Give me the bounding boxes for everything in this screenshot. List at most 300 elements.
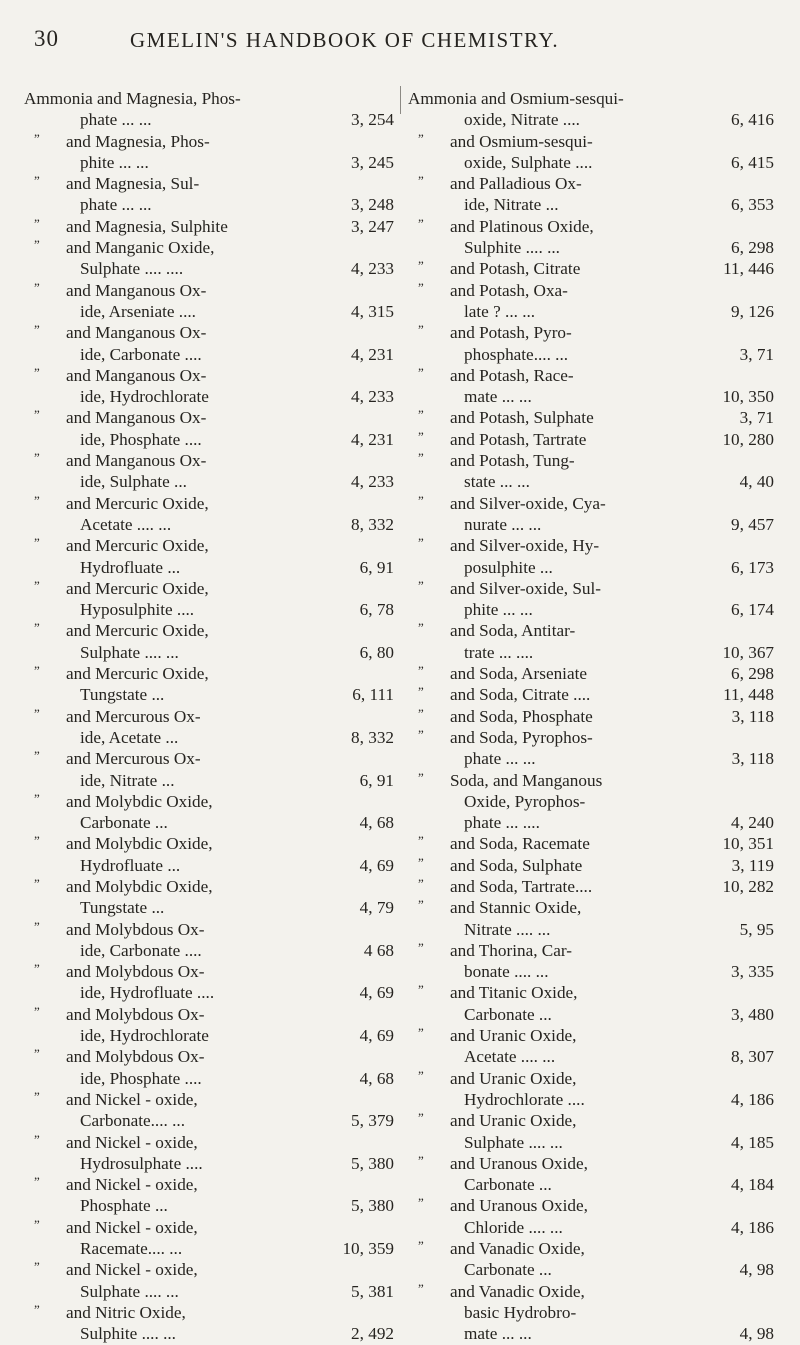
entry-text: and Manganic Oxide, [66, 238, 215, 258]
index-line [24, 471, 400, 492]
volume-page-ref: 4, 186 [731, 1217, 774, 1237]
ditto-mark: ” [34, 1259, 40, 1275]
volume-page-ref: 11, 448 [723, 685, 774, 705]
entry-text: phate ... .... [464, 813, 540, 833]
entry-text: and Mercuric Oxide, [66, 621, 209, 641]
index-line [24, 961, 400, 982]
index-line [408, 365, 780, 386]
index-line [408, 833, 780, 854]
index-line [408, 1238, 780, 1259]
index-line [408, 322, 780, 343]
index-line [24, 1004, 400, 1025]
volume-page-ref: 4, 231 [351, 344, 394, 364]
index-line [408, 1025, 780, 1046]
volume-page-ref: 6, 353 [731, 195, 774, 215]
entry-text: Chloride .... ... [464, 1217, 563, 1237]
volume-page-ref: 6, 174 [731, 600, 774, 620]
index-line [408, 940, 780, 961]
index-line [24, 642, 400, 663]
entry-text: and Palladious Ox- [450, 174, 582, 194]
entry-text: Ammonia and Magnesia, Phos- [24, 89, 241, 108]
entry-text: Sulphate .... ... [80, 642, 179, 662]
ditto-mark: ” [418, 1152, 424, 1168]
entry-text: and Silver-oxide, Hy- [450, 536, 600, 556]
entry-text: Carbonate.... ... [80, 1111, 186, 1131]
entry-text: and Soda, Pyrophos- [450, 727, 593, 747]
entry-text: and Nickel - oxide, [66, 1089, 198, 1109]
index-line [408, 557, 780, 578]
index-line [24, 1259, 400, 1280]
index-line [24, 1153, 400, 1174]
ditto-mark: ” [34, 407, 40, 423]
volume-page-ref: 2, 492 [351, 1324, 394, 1344]
index-line [24, 876, 400, 897]
entry-text: Hydrofluate ... [80, 855, 181, 875]
entry-text: Nitrate .... ... [464, 919, 551, 939]
index-line [24, 599, 400, 620]
volume-page-ref: 10, 280 [722, 429, 774, 449]
entry-text: Racemate.... ... [80, 1239, 183, 1259]
volume-page-ref: 5, 381 [351, 1281, 394, 1301]
entry-text: and Platinous Oxide, [450, 216, 594, 236]
index-line [408, 919, 780, 940]
entry-text: and Uranous Oxide, [450, 1153, 588, 1173]
entry-text: ide, Carbonate .... [80, 344, 202, 364]
entry-text: and Uranic Oxide, [450, 1111, 577, 1131]
entry-text: and Molybdous Ox- [66, 1004, 205, 1024]
volume-page-ref: 4, 69 [359, 983, 394, 1003]
ditto-mark: ” [418, 854, 424, 870]
entry-text: oxide, Nitrate .... [464, 110, 580, 130]
entry-text: and Silver-oxide, Cya- [450, 493, 606, 513]
entry-text: Hydrosulphate .... [80, 1153, 203, 1173]
volume-page-ref: 4, 231 [351, 429, 394, 449]
ditto-mark: ” [418, 535, 424, 551]
index-line [24, 897, 400, 918]
ditto-mark: ” [34, 748, 40, 764]
volume-page-ref: 4, 68 [359, 813, 394, 833]
entry-text: Acetate .... ... [464, 1047, 556, 1067]
entry-text: and Molybdous Ox- [66, 1047, 205, 1067]
ditto-mark: ” [418, 258, 424, 274]
volume-page-ref: 3, 118 [731, 706, 774, 726]
index-line [24, 1046, 400, 1067]
entry-text: and Mercurous Ox- [66, 706, 201, 726]
entry-text: Soda, and Manganous [450, 770, 603, 790]
index-line [408, 791, 780, 812]
volume-page-ref: 4, 186 [731, 1089, 774, 1109]
index-line [408, 301, 780, 322]
index-line [24, 493, 400, 514]
index-line [24, 770, 400, 791]
index-line [408, 152, 780, 173]
entry-text: ide, Hydrochlorate [80, 387, 209, 407]
entry-text: and Magnesia, Phos- [66, 131, 210, 151]
volume-page-ref: 6, 78 [359, 600, 394, 620]
entry-text: and Nickel - oxide, [66, 1175, 198, 1195]
index-line [24, 1174, 400, 1195]
volume-page-ref: 6, 173 [731, 557, 774, 577]
entry-text: and Soda, Antitar- [450, 621, 576, 641]
ditto-mark: ” [34, 961, 40, 977]
ditto-mark: ” [418, 705, 424, 721]
ditto-mark: ” [418, 1195, 424, 1211]
ditto-mark: ” [418, 1280, 424, 1296]
ditto-mark: ” [34, 237, 40, 253]
ditto-mark: ” [418, 620, 424, 636]
volume-page-ref: 6, 111 [352, 685, 394, 705]
page-header [34, 26, 776, 56]
volume-page-ref: 4, 233 [351, 472, 394, 492]
index-line [408, 1302, 780, 1323]
ditto-mark: ” [34, 620, 40, 636]
index-line [24, 684, 400, 705]
entry-text: Sulphite .... ... [464, 238, 560, 258]
entry-text: and Manganous Ox- [66, 280, 207, 300]
ditto-mark: ” [418, 897, 424, 913]
ditto-mark: ” [418, 428, 424, 444]
entry-text: basic Hydrobro- [464, 1302, 577, 1322]
entry-text: posulphite ... [464, 557, 553, 577]
entry-text: and Silver-oxide, Sul- [450, 578, 601, 598]
entry-text: and Soda, Arseniate [450, 664, 587, 684]
entry-text: ide, Phosphate .... [80, 1068, 202, 1088]
entry-text: and Mercuric Oxide, [66, 493, 209, 513]
index-line [24, 748, 400, 769]
index-line [408, 1004, 780, 1025]
entry-text: and Molybdic Oxide, [66, 876, 213, 896]
index-line [408, 684, 780, 705]
running-title: GMELIN'S HANDBOOK OF CHEMISTRY. [130, 28, 560, 52]
entry-text: ide, Nitrate ... [464, 195, 559, 215]
index-line [408, 429, 780, 450]
entry-text: oxide, Sulphate .... [464, 152, 593, 172]
index-column-left [24, 88, 400, 1345]
volume-page-ref: 3, 71 [739, 408, 774, 428]
volume-page-ref: 3, 118 [731, 749, 774, 769]
index-line [24, 216, 400, 237]
entry-text: ide, Acetate ... [80, 727, 179, 747]
index-column-right [408, 88, 780, 1345]
index-line [24, 1068, 400, 1089]
entry-text: Carbonate ... [464, 1004, 552, 1024]
volume-page-ref: 9, 126 [731, 301, 774, 321]
index-line [408, 1110, 780, 1131]
index-line [408, 706, 780, 727]
ditto-mark: ” [34, 173, 40, 189]
index-line [24, 450, 400, 471]
index-line [24, 940, 400, 961]
ditto-mark: ” [34, 1088, 40, 1104]
volume-page-ref: 6, 91 [359, 557, 394, 577]
entry-text: and Uranic Oxide, [450, 1068, 577, 1088]
index-line [408, 855, 780, 876]
ditto-mark: ” [34, 1003, 40, 1019]
ditto-mark: ” [418, 322, 424, 338]
volume-page-ref: 11, 446 [723, 259, 774, 279]
volume-page-ref: 4, 315 [351, 301, 394, 321]
index-line [408, 1259, 780, 1280]
index-line [24, 131, 400, 152]
ditto-mark: ” [418, 1238, 424, 1254]
index-line [24, 706, 400, 727]
ditto-mark: ” [418, 982, 424, 998]
entry-text: mate ... ... [464, 1324, 532, 1344]
volume-page-ref: 4, 240 [731, 813, 774, 833]
ditto-mark: ” [418, 130, 424, 146]
ditto-mark: ” [418, 875, 424, 891]
ditto-mark: ” [34, 215, 40, 231]
volume-page-ref: 4, 79 [359, 898, 394, 918]
ditto-mark: ” [418, 215, 424, 231]
ditto-mark: ” [34, 577, 40, 593]
index-line [408, 131, 780, 152]
entry-text: and Molybdous Ox- [66, 919, 205, 939]
entry-text: Ammonia and Osmium-sesqui- [408, 89, 624, 108]
index-line [408, 1089, 780, 1110]
index-line [24, 578, 400, 599]
entry-text: and Potash, Citrate [450, 259, 581, 279]
ditto-mark: ” [34, 450, 40, 466]
ditto-mark: ” [418, 173, 424, 189]
entry-text: ide, Phosphate .... [80, 429, 202, 449]
volume-page-ref: 3, 245 [351, 152, 394, 172]
ditto-mark: ” [418, 833, 424, 849]
index-line [408, 1281, 780, 1302]
index-line [24, 386, 400, 407]
entry-text: ide, Arseniate .... [80, 301, 196, 321]
entry-text: Sulphate .... ... [80, 1281, 179, 1301]
entry-text: late ? ... ... [464, 301, 536, 321]
ditto-mark: ” [34, 535, 40, 551]
ditto-mark: ” [34, 790, 40, 806]
ditto-mark: ” [418, 364, 424, 380]
ditto-mark: ” [418, 1025, 424, 1041]
entry-text: and Manganous Ox- [66, 408, 207, 428]
volume-page-ref: 3, 248 [351, 195, 394, 215]
entry-text: bonate .... ... [464, 962, 549, 982]
entry-text: trate ... .... [464, 642, 534, 662]
ditto-mark: ” [418, 726, 424, 742]
index-line [408, 599, 780, 620]
entry-text: and Manganous Ox- [66, 451, 207, 471]
entry-text: and Magnesia, Sulphite [66, 216, 228, 236]
index-line [408, 982, 780, 1003]
entry-text: nurate ... ... [464, 514, 542, 534]
index-line [24, 365, 400, 386]
index-line [24, 1110, 400, 1131]
entry-text: Sulphate .... .... [80, 259, 184, 279]
index-line [24, 1217, 400, 1238]
index-line [24, 982, 400, 1003]
entry-text: mate ... ... [464, 387, 532, 407]
index-line [24, 620, 400, 641]
index-line [408, 1323, 780, 1344]
index-line [24, 1132, 400, 1153]
volume-page-ref: 10, 367 [722, 642, 774, 662]
volume-page-ref: 6, 415 [731, 152, 774, 172]
index-line [408, 897, 780, 918]
index-line [408, 407, 780, 428]
index-line [408, 578, 780, 599]
entry-text: Sulphate .... ... [464, 1132, 563, 1152]
entry-text: and Nickel - oxide, [66, 1260, 198, 1280]
entry-text: and Mercurous Ox- [66, 749, 201, 769]
entry-text: and Mercuric Oxide, [66, 536, 209, 556]
entry-text: and Potash, Oxa- [450, 280, 568, 300]
index-line [24, 301, 400, 322]
volume-page-ref: 5, 380 [351, 1196, 394, 1216]
volume-page-ref: 3, 254 [351, 110, 394, 130]
entry-text: and Soda, Phosphate [450, 706, 593, 726]
volume-page-ref: 6, 91 [359, 770, 394, 790]
entry-text: Phosphate ... [80, 1196, 168, 1216]
entry-text: phate ... ... [80, 110, 152, 130]
ditto-mark: ” [34, 322, 40, 338]
index-line [408, 663, 780, 684]
entry-text: and Mercuric Oxide, [66, 578, 209, 598]
entry-text: and Uranous Oxide, [450, 1196, 588, 1216]
column-divider [400, 86, 401, 114]
index-line [24, 1025, 400, 1046]
volume-page-ref: 4, 68 [359, 1068, 394, 1088]
volume-page-ref: 4 68 [363, 940, 394, 960]
volume-page-ref: 10, 351 [722, 834, 774, 854]
index-line [24, 173, 400, 194]
volume-page-ref: 6, 298 [731, 238, 774, 258]
entry-text: Oxide, Pyrophos- [464, 791, 586, 811]
entry-text: and Nickel - oxide, [66, 1132, 198, 1152]
ditto-mark: ” [418, 1067, 424, 1083]
volume-page-ref: 5, 380 [351, 1153, 394, 1173]
ditto-mark: ” [34, 1174, 40, 1190]
index-line [408, 88, 780, 109]
index-line [408, 748, 780, 769]
index-line [24, 663, 400, 684]
entry-text: and Potash, Race- [450, 365, 574, 385]
entry-text: and Stannic Oxide, [450, 898, 582, 918]
entry-text: Tungstate ... [80, 685, 165, 705]
entry-text: Tungstate ... [80, 898, 165, 918]
ditto-mark: ” [34, 492, 40, 508]
volume-page-ref: 9, 457 [731, 514, 774, 534]
entry-text: Hydrofluate ... [80, 557, 181, 577]
volume-page-ref: 5, 95 [739, 919, 774, 939]
index-line [24, 557, 400, 578]
index-line [24, 344, 400, 365]
index-line [24, 727, 400, 748]
entry-text: and Uranic Oxide, [450, 1026, 577, 1046]
index-line [24, 194, 400, 215]
index-line [24, 109, 400, 130]
index-line [408, 812, 780, 833]
ditto-mark: ” [34, 833, 40, 849]
entry-text: phite ... ... [80, 152, 149, 172]
entry-text: and Mercuric Oxide, [66, 664, 209, 684]
entry-text: phite ... ... [464, 600, 533, 620]
entry-text: phosphate.... ... [464, 344, 569, 364]
volume-page-ref: 4, 40 [739, 472, 774, 492]
ditto-mark: ” [418, 577, 424, 593]
entry-text: Acetate .... ... [80, 514, 172, 534]
entry-text: phate ... ... [464, 749, 536, 769]
index-line [24, 1195, 400, 1216]
index-line [408, 1046, 780, 1067]
index-line [24, 237, 400, 258]
ditto-mark: ” [34, 1301, 40, 1317]
ditto-mark: ” [34, 663, 40, 679]
index-line [24, 855, 400, 876]
ditto-mark: ” [418, 663, 424, 679]
ditto-mark: ” [418, 769, 424, 785]
entry-text: and Manganous Ox- [66, 323, 207, 343]
entry-text: and Vanadic Oxide, [450, 1281, 585, 1301]
index-line [24, 258, 400, 279]
index-line [24, 1238, 400, 1259]
index-line [24, 791, 400, 812]
volume-page-ref: 10, 282 [722, 876, 774, 896]
index-line [408, 1068, 780, 1089]
index-line [24, 429, 400, 450]
entry-text: and Molybdic Oxide, [66, 834, 213, 854]
entry-text: ide, Carbonate .... [80, 940, 202, 960]
volume-page-ref: 4, 185 [731, 1132, 774, 1152]
ditto-mark: ” [418, 684, 424, 700]
index-line [24, 919, 400, 940]
entry-text: and Thorina, Car- [450, 940, 572, 960]
index-line [24, 322, 400, 343]
index-line [24, 1089, 400, 1110]
entry-text: and Soda, Racemate [450, 834, 590, 854]
ditto-mark: ” [34, 705, 40, 721]
ditto-mark: ” [34, 279, 40, 295]
index-line [24, 833, 400, 854]
volume-page-ref: 3, 480 [731, 1004, 774, 1024]
ditto-mark: ” [418, 407, 424, 423]
entry-text: and Titanic Oxide, [450, 983, 578, 1003]
index-line [408, 642, 780, 663]
index-line [24, 280, 400, 301]
ditto-mark: ” [418, 1110, 424, 1126]
index-line [408, 1174, 780, 1195]
entry-text: Carbonate ... [80, 813, 168, 833]
index-line [24, 514, 400, 535]
entry-text: and Vanadic Oxide, [450, 1239, 585, 1259]
index-line [408, 173, 780, 194]
entry-text: Sulphite .... ... [80, 1324, 176, 1344]
index-line [408, 727, 780, 748]
volume-page-ref: 10, 350 [722, 387, 774, 407]
entry-text: Carbonate ... [464, 1260, 552, 1280]
entry-text: and Nitric Oxide, [66, 1302, 186, 1322]
entry-text: and Potash, Tartrate [450, 429, 587, 449]
index-line [24, 407, 400, 428]
entry-text: Hyposulphite .... [80, 600, 195, 620]
index-line [408, 216, 780, 237]
index-line [24, 535, 400, 556]
entry-text: and Soda, Citrate .... [450, 685, 591, 705]
index-line [408, 1132, 780, 1153]
volume-page-ref: 4, 69 [359, 1026, 394, 1046]
ditto-mark: ” [34, 1216, 40, 1232]
volume-page-ref: 3, 247 [351, 216, 394, 236]
entry-text: and Potash, Tung- [450, 451, 575, 471]
ditto-mark: ” [418, 492, 424, 508]
volume-page-ref: 6, 80 [359, 642, 394, 662]
ditto-mark: ” [34, 1131, 40, 1147]
volume-page-ref: 10, 359 [342, 1239, 394, 1259]
entry-text: Hydrochlorate .... [464, 1089, 585, 1109]
